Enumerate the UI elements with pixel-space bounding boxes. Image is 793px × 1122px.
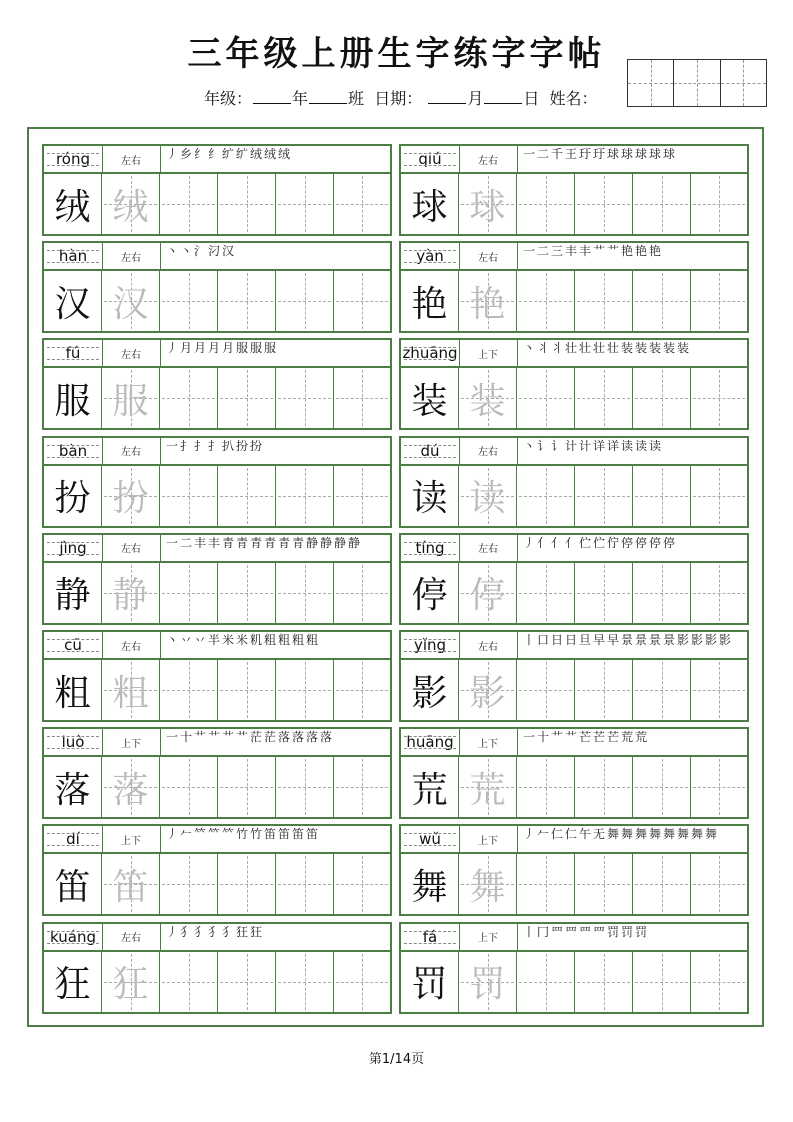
card-header (42, 338, 392, 368)
structure-label: 左右 (102, 146, 161, 172)
card-header (42, 922, 392, 952)
trace-char-cell (102, 757, 160, 817)
trace-char-cell (459, 952, 517, 1012)
writing-row (399, 366, 749, 430)
char-card (399, 630, 749, 722)
trace-char: 艳 (469, 283, 506, 325)
card-header (42, 824, 392, 854)
pinyin: bàn (44, 438, 103, 464)
model-char: 静 (54, 575, 91, 617)
practice-cell[interactable] (276, 660, 334, 720)
day-suffix: 日 (523, 89, 540, 108)
model-char: 艳 (411, 283, 448, 325)
practice-cell[interactable] (517, 466, 575, 526)
model-char-cell (401, 660, 459, 720)
practice-cell[interactable] (633, 757, 691, 817)
practice-cell[interactable] (633, 271, 691, 331)
practice-cell[interactable] (633, 854, 691, 914)
structure-label: 左右 (459, 146, 518, 172)
model-char-cell (44, 952, 102, 1012)
card-header (42, 144, 392, 174)
practice-cell[interactable] (276, 757, 334, 817)
name-cell[interactable] (721, 60, 766, 106)
practice-cell[interactable] (517, 174, 575, 234)
model-char: 舞 (411, 866, 448, 908)
trace-char: 装 (469, 380, 506, 422)
practice-cell[interactable] (218, 271, 276, 331)
practice-cell[interactable] (575, 563, 633, 623)
practice-cell[interactable] (160, 174, 218, 234)
trace-char-cell (102, 660, 160, 720)
writing-row (399, 658, 749, 722)
model-char-cell (44, 271, 102, 331)
trace-char-cell (102, 271, 160, 331)
trace-char: 球 (469, 186, 506, 228)
practice-cell[interactable] (575, 271, 633, 331)
card-header (399, 630, 749, 660)
trace-char-cell (459, 271, 517, 331)
pinyin: dí (44, 826, 103, 852)
trace-char: 停 (469, 575, 506, 617)
class-blank[interactable] (309, 89, 347, 104)
practice-cell[interactable] (575, 952, 633, 1012)
model-char-cell (44, 368, 102, 428)
card-header (399, 436, 749, 466)
char-card (399, 533, 749, 625)
model-char: 狂 (54, 964, 91, 1006)
practice-cell[interactable] (160, 563, 218, 623)
structure-label: 左右 (102, 924, 161, 950)
char-card (42, 338, 392, 430)
structure-label: 上下 (459, 826, 518, 852)
writing-row (399, 269, 749, 333)
practice-cell[interactable] (160, 466, 218, 526)
structure-label: 左右 (459, 243, 518, 269)
practice-cell[interactable] (691, 952, 747, 1012)
structure-label: 上下 (459, 924, 518, 950)
model-char-cell (44, 660, 102, 720)
practice-cell[interactable] (517, 563, 575, 623)
writing-row (399, 755, 749, 819)
trace-char: 读 (469, 478, 506, 520)
writing-row (42, 464, 392, 528)
stroke-order: 丿犭犭犭犭狂狂 (166, 924, 265, 939)
practice-cell[interactable] (691, 174, 747, 234)
day-blank[interactable] (484, 89, 522, 104)
practice-cell[interactable] (160, 854, 218, 914)
trace-char-cell (102, 466, 160, 526)
stroke-order: 丨冂罒罒罒罒罚罚罚 (523, 924, 650, 939)
practice-cell[interactable] (334, 854, 390, 914)
practice-cell[interactable] (575, 854, 633, 914)
trace-char-cell (459, 854, 517, 914)
practice-cell[interactable] (633, 563, 691, 623)
char-card (399, 338, 749, 430)
practice-cell[interactable] (633, 174, 691, 234)
practice-cell[interactable] (334, 660, 390, 720)
trace-char-cell (459, 757, 517, 817)
char-card (399, 727, 749, 819)
pinyin: dú (401, 438, 460, 464)
stroke-order: 丨口日日旦早早景景景景影影影影 (523, 633, 734, 647)
trace-char: 粗 (112, 672, 149, 714)
structure-label: 左右 (102, 243, 161, 269)
stroke-order: 丿𠂉𥫗𥫗𥫗竹竹笛笛笛笛 (166, 827, 321, 842)
pinyin: tíng (401, 535, 460, 561)
writing-row (42, 269, 392, 333)
practice-cell[interactable] (160, 757, 218, 817)
structure-label: 上下 (102, 826, 161, 852)
page-title: 三年级上册生字练字字帖 (187, 34, 606, 74)
model-char: 粗 (54, 672, 91, 714)
pinyin: fú (44, 340, 103, 366)
trace-char: 舞 (469, 866, 506, 908)
practice-cell[interactable] (575, 368, 633, 428)
pinyin: kuáng (44, 924, 103, 950)
structure-label: 左右 (102, 632, 161, 658)
trace-char: 罚 (469, 964, 506, 1006)
model-char-cell (401, 952, 459, 1012)
practice-cell[interactable] (334, 271, 390, 331)
trace-char: 荒 (469, 769, 506, 811)
practice-cell[interactable] (218, 660, 276, 720)
char-card (399, 144, 749, 236)
writing-row (42, 658, 392, 722)
month-blank[interactable] (428, 89, 466, 104)
char-card (42, 436, 392, 528)
pinyin: qiú (401, 146, 460, 172)
model-char-cell (44, 757, 102, 817)
date-label: 日期： (374, 89, 423, 108)
trace-char-cell (102, 952, 160, 1012)
month-suffix: 月 (467, 89, 484, 108)
structure-label: 上下 (459, 340, 518, 366)
practice-cell[interactable] (218, 757, 276, 817)
model-char: 扮 (54, 478, 91, 520)
model-char-cell (401, 854, 459, 914)
name-cell[interactable] (628, 60, 674, 106)
model-char: 落 (54, 769, 91, 811)
practice-cell[interactable] (160, 952, 218, 1012)
year-suffix: 年 (292, 89, 309, 108)
practice-cell[interactable] (218, 368, 276, 428)
name-box[interactable] (627, 59, 767, 107)
writing-row (42, 755, 392, 819)
model-char-cell (401, 174, 459, 234)
practice-cell[interactable] (276, 466, 334, 526)
card-header (42, 241, 392, 271)
practice-cell[interactable] (160, 271, 218, 331)
pinyin: huāng (401, 729, 460, 755)
pinyin: hàn (44, 243, 103, 269)
practice-cell[interactable] (218, 854, 276, 914)
pinyin: wǔ (401, 826, 460, 852)
pinyin: luò (44, 729, 103, 755)
practice-cell[interactable] (517, 757, 575, 817)
trace-char-cell (102, 368, 160, 428)
practice-cell[interactable] (691, 466, 747, 526)
char-card (399, 241, 749, 333)
structure-label: 上下 (459, 729, 518, 755)
model-char-cell (44, 563, 102, 623)
info-line (204, 86, 598, 109)
trace-char: 静 (112, 575, 149, 617)
char-card (399, 436, 749, 528)
trace-char-cell (459, 466, 517, 526)
pinyin: cū (44, 632, 103, 658)
writing-row (399, 561, 749, 625)
pinyin: yǐng (401, 632, 460, 658)
model-char-cell (401, 757, 459, 817)
practice-cell[interactable] (334, 174, 390, 234)
class-suffix: 班 (348, 89, 365, 108)
stroke-order: 丶丬丬壮壮壮壮装装装装装 (523, 341, 692, 356)
trace-char: 汉 (112, 283, 149, 325)
card-header (399, 824, 749, 854)
model-char: 读 (411, 478, 448, 520)
practice-cell[interactable] (691, 368, 747, 428)
char-card (42, 144, 392, 236)
practice-cell[interactable] (160, 368, 218, 428)
char-card (42, 824, 392, 916)
stroke-order: 一十艹艹艹艹茫茫落落落落 (166, 730, 335, 745)
model-char-cell (401, 466, 459, 526)
card-header (42, 630, 392, 660)
writing-row (42, 852, 392, 916)
writing-row (42, 172, 392, 236)
practice-cell[interactable] (575, 660, 633, 720)
practice-cell[interactable] (517, 368, 575, 428)
model-char-cell (401, 563, 459, 623)
char-card (42, 922, 392, 1014)
practice-cell[interactable] (276, 854, 334, 914)
stroke-order: 丶讠讠计计详详读读读 (523, 438, 664, 453)
writing-row (42, 366, 392, 430)
pinyin: róng (44, 146, 103, 172)
stroke-order: 一十艹艹芒芒芒荒荒 (523, 730, 650, 745)
trace-char: 落 (112, 769, 149, 811)
structure-label: 左右 (459, 535, 518, 561)
practice-cell[interactable] (334, 952, 390, 1012)
writing-row (399, 172, 749, 236)
trace-char-cell (102, 854, 160, 914)
writing-row (399, 852, 749, 916)
practice-cell[interactable] (218, 952, 276, 1012)
grade-label: 年级： (204, 89, 253, 108)
model-char: 罚 (411, 964, 448, 1006)
char-card (42, 533, 392, 625)
trace-char-cell (459, 660, 517, 720)
model-char: 汉 (54, 283, 91, 325)
structure-label: 左右 (459, 438, 518, 464)
stroke-order: 丿月月月月服服服 (166, 341, 279, 356)
year-blank[interactable] (253, 89, 291, 104)
card-header (399, 727, 749, 757)
stroke-order: 丿𠂉仁仁午无舞舞舞舞舞舞舞舞 (523, 827, 720, 842)
model-char-cell (44, 174, 102, 234)
trace-char: 笛 (112, 866, 149, 908)
trace-char-cell (459, 368, 517, 428)
stroke-order: 丿乡纟纟纩纩绒绒绒 (166, 147, 293, 161)
pinyin: fá (401, 924, 460, 950)
practice-cell[interactable] (633, 466, 691, 526)
practice-cell[interactable] (633, 660, 691, 720)
model-char-cell (401, 271, 459, 331)
practice-cell[interactable] (633, 368, 691, 428)
trace-char-cell (459, 174, 517, 234)
model-char: 停 (411, 575, 448, 617)
model-char-cell (401, 368, 459, 428)
stroke-order: 一二千王玗玗球球球球球 (523, 147, 678, 161)
practice-cell[interactable] (276, 368, 334, 428)
card-header (399, 338, 749, 368)
pinyin: jìng (44, 535, 103, 561)
writing-row (399, 950, 749, 1014)
model-char: 荒 (411, 769, 448, 811)
practice-cell[interactable] (691, 854, 747, 914)
writing-row (42, 561, 392, 625)
name-cell[interactable] (674, 60, 720, 106)
card-header (42, 436, 392, 466)
practice-cell[interactable] (575, 466, 633, 526)
card-header (399, 241, 749, 271)
practice-cell[interactable] (517, 854, 575, 914)
practice-cell[interactable] (276, 174, 334, 234)
practice-cell[interactable] (218, 174, 276, 234)
practice-cell[interactable] (517, 952, 575, 1012)
stroke-order: 丶丷丷半米米籶粗粗粗粗 (166, 633, 321, 647)
writing-row (42, 950, 392, 1014)
practice-cell[interactable] (276, 271, 334, 331)
pinyin: yàn (401, 243, 460, 269)
char-card (42, 630, 392, 722)
practice-cell[interactable] (517, 660, 575, 720)
char-card (399, 824, 749, 916)
trace-char: 影 (469, 672, 506, 714)
structure-label: 左右 (102, 340, 161, 366)
card-header (399, 922, 749, 952)
stroke-order: 丿亻亻亻伫伫佇停停停停 (523, 535, 678, 550)
char-card (42, 727, 392, 819)
trace-char: 服 (112, 380, 149, 422)
name-label: 姓名： (549, 89, 598, 108)
model-char: 球 (411, 186, 448, 228)
practice-cell[interactable] (691, 271, 747, 331)
char-card (42, 241, 392, 333)
practice-cell[interactable] (276, 952, 334, 1012)
stroke-order: 一二三丰丰艹艹艳艳艳 (523, 244, 664, 259)
practice-cell[interactable] (691, 660, 747, 720)
practice-cell[interactable] (218, 563, 276, 623)
model-char-cell (44, 854, 102, 914)
page-number: 第1/14页 (368, 1052, 425, 1067)
stroke-order: 一二丰丰青青青青青青静静静静 (166, 535, 363, 550)
card-header (399, 144, 749, 174)
card-header (42, 727, 392, 757)
stroke-order: 丶丶氵汈汉 (166, 244, 237, 259)
practice-cell[interactable] (334, 368, 390, 428)
practice-cell[interactable] (633, 952, 691, 1012)
practice-cell[interactable] (575, 757, 633, 817)
practice-cell[interactable] (218, 466, 276, 526)
model-char: 装 (411, 380, 448, 422)
model-char: 绒 (54, 186, 91, 228)
trace-char: 扮 (112, 478, 149, 520)
structure-label: 左右 (102, 438, 161, 464)
structure-label: 左右 (102, 535, 161, 561)
model-char: 影 (411, 672, 448, 714)
structure-label: 上下 (102, 729, 161, 755)
practice-cell[interactable] (575, 174, 633, 234)
structure-label: 左右 (459, 632, 518, 658)
pinyin: zhuāng (401, 340, 460, 366)
trace-char: 绒 (112, 186, 149, 228)
practice-cell[interactable] (517, 271, 575, 331)
trace-char: 狂 (112, 964, 149, 1006)
practice-cell[interactable] (691, 563, 747, 623)
model-char-cell (44, 466, 102, 526)
trace-char-cell (102, 174, 160, 234)
writing-row (399, 464, 749, 528)
card-header (399, 533, 749, 563)
practice-cell[interactable] (276, 563, 334, 623)
practice-cell[interactable] (334, 466, 390, 526)
practice-cell[interactable] (334, 757, 390, 817)
char-card (399, 922, 749, 1014)
practice-cell[interactable] (691, 757, 747, 817)
practice-cell[interactable] (160, 660, 218, 720)
card-header (42, 533, 392, 563)
model-char: 服 (54, 380, 91, 422)
practice-cell[interactable] (334, 563, 390, 623)
model-char: 笛 (54, 866, 91, 908)
stroke-order: 一扌扌扌扒扮扮 (166, 438, 265, 453)
trace-char-cell (102, 563, 160, 623)
trace-char-cell (459, 563, 517, 623)
